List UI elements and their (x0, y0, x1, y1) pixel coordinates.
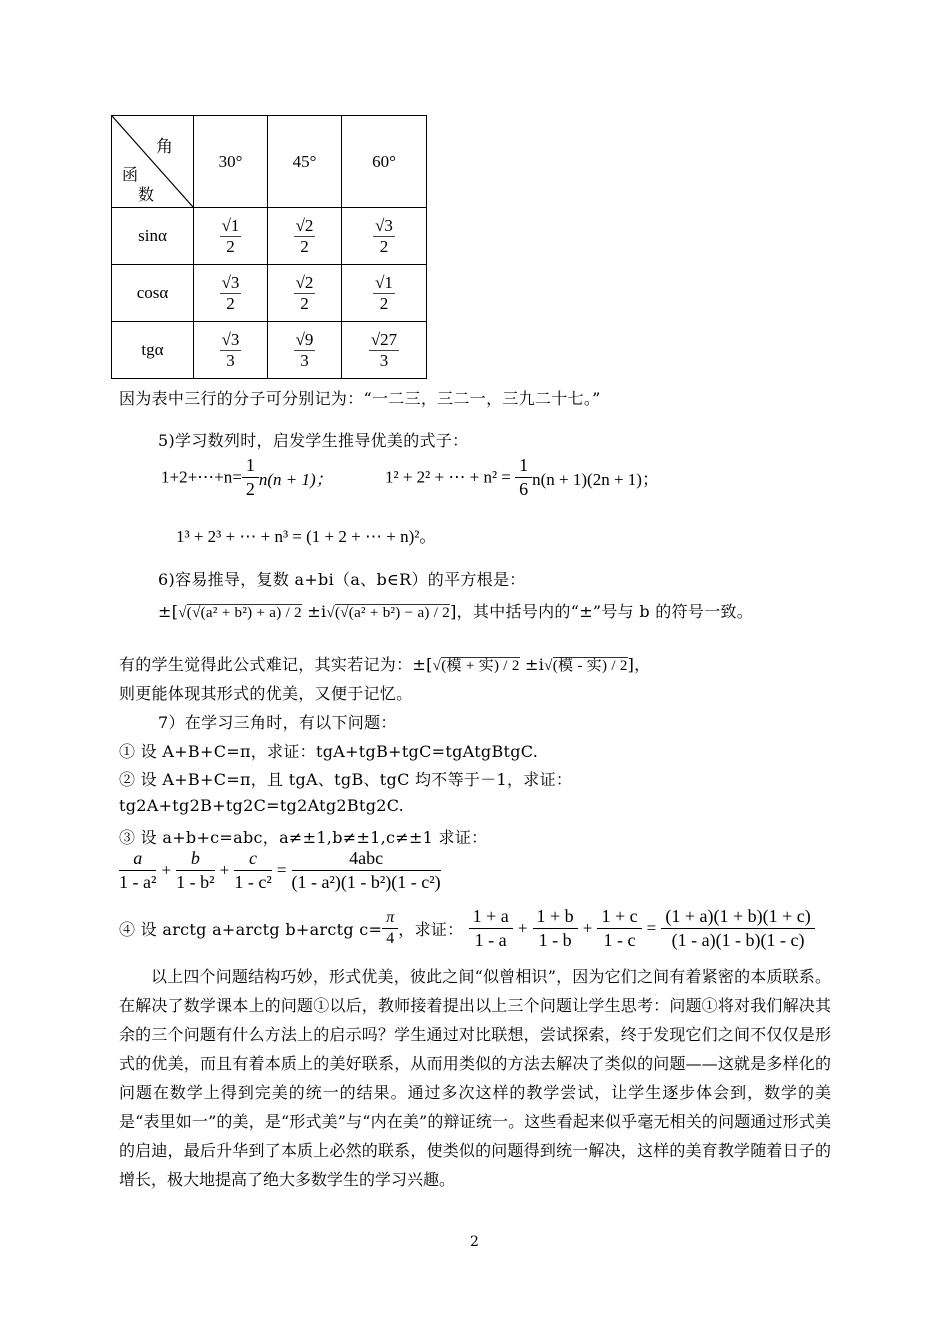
problem-2-statement: tg2A+tg2B+tg2C=tg2Atg2Btg2C. (119, 796, 405, 815)
table-note: 因为表中三行的分子可分别记为：“一二三，三二一，三九二十七。” (119, 389, 601, 408)
table-cell: $\frac{√3}{3}$ (194, 322, 268, 379)
row-label-sin: sinα (112, 208, 194, 265)
discussion-paragraph: 以上四个问题结构巧妙，形式优美，彼此之间“似曾相识”，因为它们之间有着紧密的本质联系。在解决了数学课本上的问题①以后，教师接着提出以上三个问题让学生思考：问题①将对我们解决其余的三个问题有什么方法上的启示吗？学生通过对比联想，尝试探索，终于发现它们之间不仅仅是形式的优美，而且有着本质上的美好联系，从而用类似的方法去解决了类似的问题——这就是多样化的问题在数学上得到完美的统一的结果。通过多次这样的教学尝试，让学生逐步体会到，数学的美是“表里如一”的美，是“形式美”与“内在美”的辩证统一。这些看起来似乎毫无相关的问题通过形式美的启迪，最后升华到了本质上必然的联系，使类似的问题得到统一解决，这样的美育教学随着日子的增长，极大地提高了绝大多数学生的学习兴趣。 (119, 967, 831, 1189)
corner-angle-label: 角 (156, 137, 173, 156)
table-cell: $\frac{√3}{2}$ (194, 265, 268, 322)
row-label-cos: cosα (112, 265, 194, 322)
formula-sum-squares: 1² + 2² + ⋯ + n² = $\frac{1}{6}$ n(n + 1)(2n + 1)； (385, 455, 659, 499)
angle-header-60: 60° (342, 116, 427, 208)
table-cell: $\frac{√1}{2}$ (194, 208, 268, 265)
problem-2: ② 设 A+B+C=π，且 tgA、tgB、tgC 均不等于－1，求证： (119, 770, 573, 789)
item-6-heading: 6)容易推导，复数 a+bi（a、b∈R）的平方根是： (158, 570, 526, 589)
mnemonic-note: 则更能体现其形式的优美，又便于记忆。 (119, 684, 413, 703)
table-cell: $\frac{√3}{2}$ (342, 208, 427, 265)
formula-sum-n: 1+2+⋯+n= $\frac{1}{2}$ n(n + 1)； (161, 455, 333, 499)
corner-function-label-1: 函 (122, 167, 139, 184)
row-label-tg: tgα (112, 322, 194, 379)
formula-problem-3: $\frac{a}{\text{1 - a²}}$ + $\frac{b}{\text{1 - b²}}$ + $\frac{c}{\text{1 - c²}}$ = 4abc (1 - a²)(1 - b²)(1 - c²) (119, 848, 441, 892)
table-cell: $\frac{√2}{2}$ (268, 265, 342, 322)
item-7-heading: 7）在学习三角时，有以下问题： (158, 713, 397, 732)
problem-1: ① 设 A+B+C=π，求证：tgA+tgB+tgC=tgAtgBtgC. (119, 742, 539, 761)
angle-header-30: 30° (194, 116, 268, 208)
table-corner-header (112, 116, 194, 208)
angle-header-45: 45° (268, 116, 342, 208)
formula-sum-cubes: 1³ + 2³ + ⋯ + n³ = (1 + 2 + ⋯ + n)²。 (176, 527, 437, 546)
item-5-heading: 5)学习数列时，启发学生推导优美的式子： (158, 431, 469, 450)
table-cell: $\frac{√9}{3}$ (268, 322, 342, 379)
table-cell: $\frac{√27}{3}$ (342, 322, 427, 379)
page-number: 2 (470, 1234, 480, 1250)
problem-4: ④ 设 arctg a+arctg b+arctg c= $\frac{\pi}{4}$ ，求证： $\frac{1 + a}{1 - a}$ + $\frac{1 + b}{1 - b}$ + $\frac{1 + c}{1 - c}$ = $\frac{(1 + a)(1 + b)(1 + c)}{(1 - a)(1 - b)(1 - c)}$ (119, 906, 815, 951)
mnemonic-line: 有的学生觉得此公式难记，其实若记为：±[√(模 + 实) / 2 ±i√(模 - 实) / 2]， (119, 655, 651, 674)
table-cell: $\frac{√2}{2}$ (268, 208, 342, 265)
problem-3: ③ 设 a+b+c=abc，a≠±1,b≠±1,c≠±1 求证： (119, 828, 488, 847)
table-cell: $\frac{√1}{2}$ (342, 265, 427, 322)
formula-complex-sqrt: ±[√(√(a² + b²) + a) / 2 ±i√(√(a² + b²) − a) / 2]，其中括号内的“±”号与 b 的符号一致。 (158, 602, 754, 621)
trig-value-table (111, 115, 427, 379)
corner-function-label-2: 数 (138, 187, 155, 204)
